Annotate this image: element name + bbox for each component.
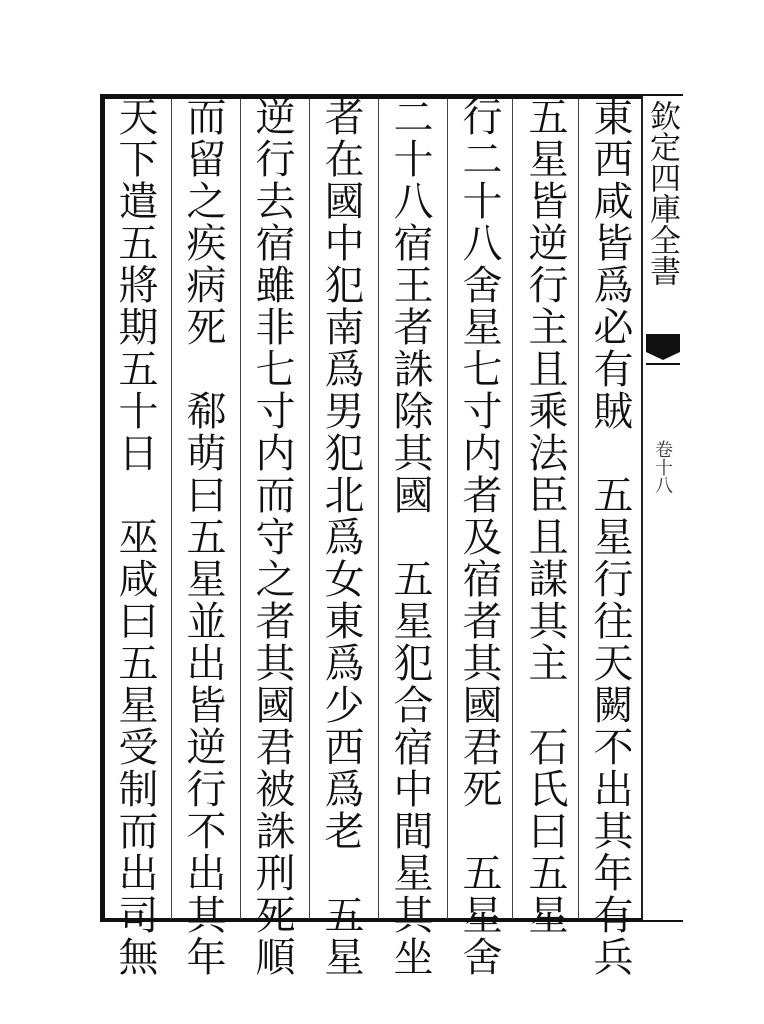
column-rule xyxy=(240,99,241,919)
column-rule xyxy=(171,99,172,919)
column-rule xyxy=(447,99,448,919)
text-column-3: 行二十八舍星七寸内者及宿者其國君死 五星舍 xyxy=(456,96,502,978)
margin-title: 欽定四庫全書 xyxy=(644,100,680,286)
text-column-7: 而留之疾病死 郗萌曰五星並出皆逆行不出其年 xyxy=(180,96,226,978)
text-column-2: 五星皆逆行主且乘法臣且謀其主 石氏曰五星 xyxy=(522,96,568,936)
column-rule xyxy=(378,99,379,919)
column-rule xyxy=(309,99,310,919)
column-rule xyxy=(512,99,513,919)
juan-number: 卷十八 xyxy=(652,440,673,494)
text-column-6: 逆行去宿雖非七寸内而守之者其國君被誅刑死順 xyxy=(249,96,295,978)
text-column-4: 二十八宿王者誅除其國 五星犯合宿中間星其坐 xyxy=(387,96,433,978)
text-column-5: 者在國中犯南爲男犯北爲女東爲少西爲老 五星 xyxy=(318,96,364,978)
text-column-8: 天下遣五將期五十日 巫咸曰五星受制而出司無 xyxy=(112,96,158,978)
column-rule xyxy=(578,99,579,919)
text-column-1: 東西咸皆爲必有賊 五星行往天闕不出其年有兵 xyxy=(587,96,633,978)
fish-tail-mark-icon xyxy=(644,330,682,370)
